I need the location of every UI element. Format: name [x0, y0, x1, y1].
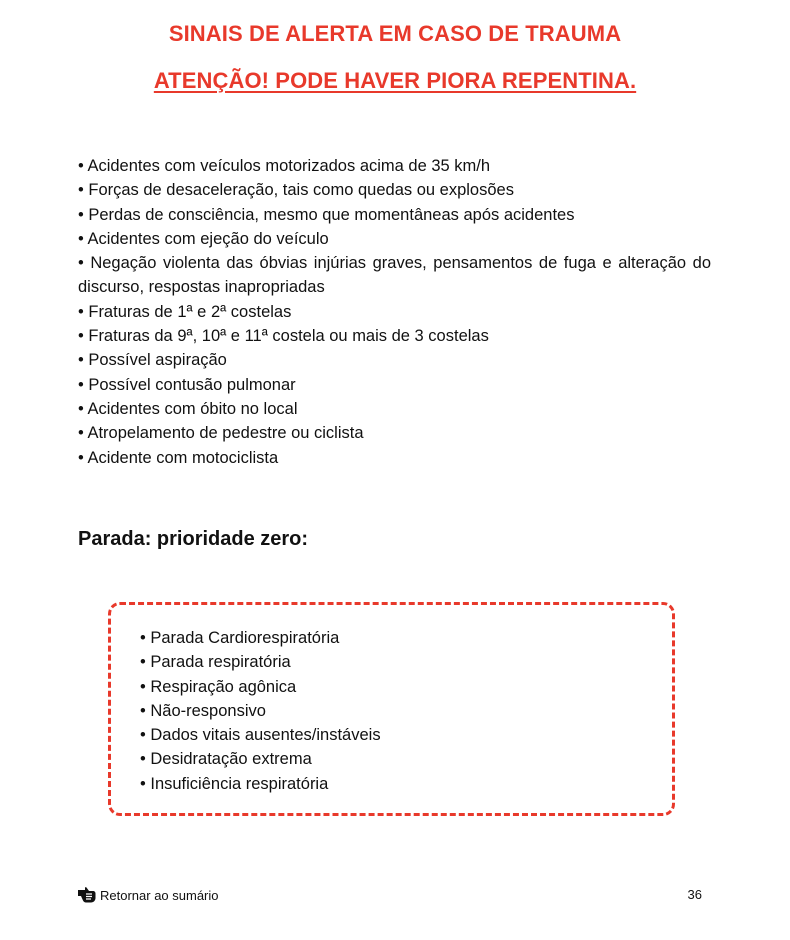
list-item: • Perdas de consciência, mesmo que momentâneas após acidentes: [78, 205, 575, 224]
list-item: • Possível contusão pulmonar: [78, 375, 296, 394]
alert-signs-list: [78, 154, 711, 470]
list-item: • Acidentes com óbito no local: [78, 399, 298, 418]
list-item: • Insuficiência respiratória: [140, 774, 329, 793]
list-item: • Acidente com motociclista: [78, 448, 279, 467]
return-to-summary-link[interactable]: [77, 886, 219, 904]
priority-heading: Parada: prioridade zero:: [78, 528, 309, 550]
list-item: • Parada Cardiorespiratória: [140, 629, 340, 647]
list-item: • Desidratação extrema: [140, 750, 312, 769]
page-number: 36: [687, 887, 702, 902]
list-item: • Parada respiratória: [140, 653, 291, 672]
return-link-label: Retornar ao sumário: [100, 887, 219, 903]
list-item: • Negação violenta das óbvias injúrias graves, pensamentos de fuga e alteração do discurso, respostas inapropriadas: [78, 254, 711, 297]
list-item: • Não-responsivo: [140, 701, 266, 720]
list-item: • Acidentes com ejeção do veículo: [78, 229, 329, 248]
list-item: • Acidentes com veículos motorizados acima de 35 km/h: [78, 157, 491, 175]
list-item: • Dados vitais ausentes/instáveis: [140, 726, 381, 745]
warning-subtitle: ATENÇÃO! PODE HAVER PIORA REPENTINA.: [153, 68, 637, 93]
list-item: • Fraturas de 1ª e 2ª costelas: [78, 302, 292, 321]
list-item: • Possível aspiração: [78, 351, 227, 370]
list-item: • Forças de desaceleração, tais como quedas ou explosões: [78, 181, 514, 200]
list-item: • Atropelamento de pedestre ou ciclista: [78, 424, 364, 443]
pointing-hand-icon: [77, 886, 97, 904]
list-item: • Fraturas da 9ª, 10ª e 11ª costela ou mais de 3 costelas: [78, 327, 489, 346]
list-item: • Respiração agônica: [140, 677, 297, 696]
priority-list: [140, 626, 381, 796]
page-title: SINAIS DE ALERTA EM CASO DE TRAUMA: [168, 21, 622, 46]
